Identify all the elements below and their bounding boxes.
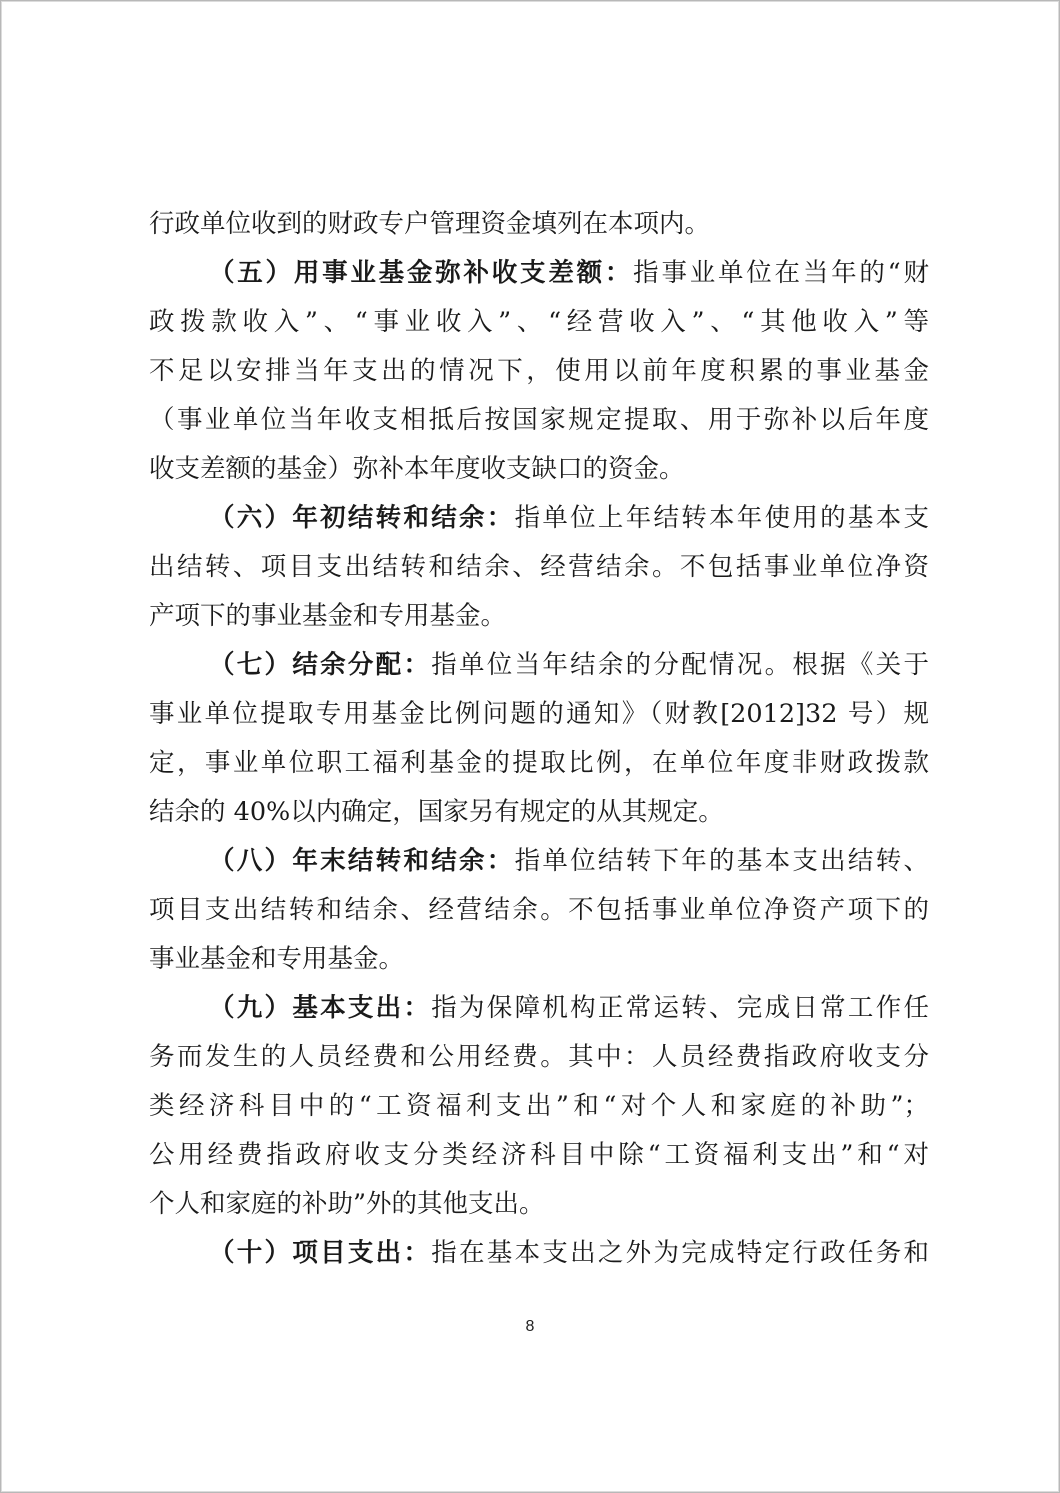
text-line: 事业单位提取专用基金比例问题的通知》（财教[2012]32 号）规 (149, 699, 929, 729)
text-line: 项目支出结转和结余、经营结余。不包括事业单位净资产项下的 (149, 895, 929, 925)
text-line: 定，事业单位职工福利基金的提取比例，在单位年度非财政拨款 (149, 748, 929, 778)
text-line: 收支差额的基金）弥补本年度收支缺口的资金。 (149, 454, 685, 484)
document-body (149, 200, 929, 1278)
text-line: 事业基金和专用基金。 (149, 944, 405, 974)
text-line: 类经济科目中的“工资福利支出”和“对个人和家庭的补助”； (149, 1091, 929, 1121)
text-line: 个人和家庭的补助”外的其他支出。 (149, 1189, 545, 1219)
term-heading: （六）年初结转和结余： (209, 503, 515, 533)
text-line: 出结转、项目支出结转和结余、经营结余。不包括事业单位净资 (149, 552, 929, 582)
text-line: 产项下的事业基金和专用基金。 (149, 601, 507, 631)
text-line: 务而发生的人员经费和公用经费。其中：人员经费指政府收支分 (149, 1042, 929, 1072)
term-heading: （九）基本支出： (209, 993, 432, 1023)
text-line: 政拨款收入”、“事业收入”、“经营收入”、“其他收入”等 (149, 307, 929, 337)
paragraph-heading-line: （七）结余分配：指单位当年结余的分配情况。根据《关于 (209, 650, 929, 680)
paragraph-heading-line: （九）基本支出：指为保障机构正常运转、完成日常工作任 (209, 993, 929, 1023)
text-line: 结余的 40%以内确定，国家另有规定的从其规定。 (149, 797, 724, 827)
term-heading: （十）项目支出： (209, 1238, 432, 1268)
paragraph-heading-line: （六）年初结转和结余：指单位上年结转本年使用的基本支 (209, 503, 929, 533)
term-heading: （五）用事业基金弥补收支差额： (209, 258, 634, 288)
term-heading: （八）年末结转和结余： (209, 846, 515, 876)
term-heading: （七）结余分配： (209, 650, 432, 680)
text-line: 行政单位收到的财政专户管理资金填列在本项内。 (149, 209, 711, 239)
text-line: 不足以安排当年支出的情况下，使用以前年度积累的事业基金 (149, 356, 929, 386)
paragraph-heading-line: （五）用事业基金弥补收支差额：指事业单位在当年的“财 (209, 258, 929, 288)
text-line: （事业单位当年收支相抵后按国家规定提取、用于弥补以后年度 (149, 405, 929, 435)
paragraph-heading-line: （八）年末结转和结余：指单位结转下年的基本支出结转、 (209, 846, 929, 876)
paragraph-heading-line: （十）项目支出：指在基本支出之外为完成特定行政任务和 (209, 1238, 929, 1268)
page-number: 8 (525, 1318, 535, 1335)
text-line: 公用经费指政府收支分类经济科目中除“工资福利支出”和“对 (149, 1140, 929, 1170)
